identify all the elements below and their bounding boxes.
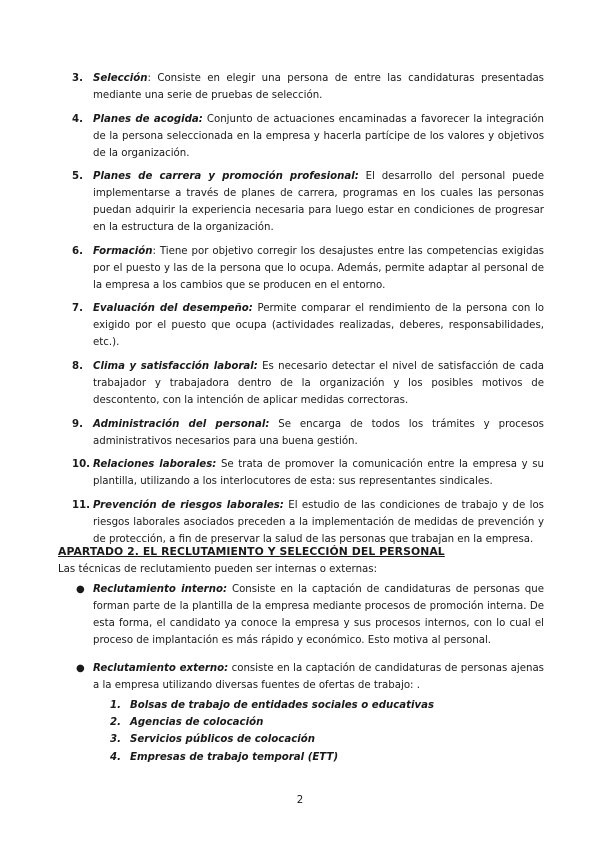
list-item: 4. Planes de acogida: Conjunto de actuaciones encaminadas a favorecer la integración de la persona seleccionada en la empresa y hacerla partícipe de los valores y objetivos de la organización. — [72, 113, 544, 159]
item-text: Consiste en elegir una persona de entre las candidaturas presentadas mediante una serie de pruebas de selección. — [93, 73, 544, 101]
item-text: Tiene por objetivo corregir los desajustes entre las competencias exigidas por el puesto y las de la persona que lo ocupa. Además, permite adaptar al personal de la empresa a los cambios que se producen en el entorno. — [93, 245, 544, 291]
list-item: 6. Formación: Tiene por objetivo corregir los desajustes entre las competencias exigidas por el puesto y las de la persona que lo ocupa. Además, permite adaptar al personal de la empresa a los cambios que se producen en el entorno. — [72, 245, 544, 291]
item-term: Planes de acogida: — [93, 113, 203, 125]
section-heading: APARTADO 2. EL RECLUTAMIENTO Y SELECCIÓN DEL PERSONAL — [58, 545, 445, 558]
item-text: Se encarga de todos los trámites y procesos administrativos necesarios para una buena gestión. — [93, 418, 544, 447]
item-term: Reclutamiento externo: — [93, 663, 229, 674]
item-text: consiste en la captación de candidaturas de personas ajenas a la empresa utilizando diversas fuentes de ofertas de trabajo: . — [93, 663, 544, 691]
page-number: 2 — [296, 795, 304, 806]
item-text: Conjunto de actuaciones encaminadas a favorecer la integración de la persona seleccionada en la empresa y hacerla partícipe de los valores y objetivos de la organización. — [93, 113, 544, 159]
list-item: 1. Bolsas de trabajo de entidades sociales o educativas — [110, 700, 435, 711]
list-item: 8. Clima y satisfacción laboral: Es necesario detectar el nivel de satisfacción de cada trabajador y trabajadora dentro de la organización y los posibles motivos de descontento, con la intención de aplicar medidas correctoras. — [72, 361, 544, 406]
item-term: Relaciones laborales: — [93, 459, 217, 471]
item-term: Formación — [93, 245, 153, 257]
list-item: 10. Relaciones laborales: Se trata de promover la comunicación entre la empresa y su plantilla, utilizando a los interlocutores de esta: sus representantes sindicales. — [72, 459, 544, 488]
functions-list — [72, 71, 544, 556]
item-term: Selección — [93, 73, 148, 84]
bullet-item-external — [72, 660, 544, 694]
bullet-icon: ● — [76, 663, 85, 674]
item-term: Prevención de riesgos laborales: — [93, 500, 284, 512]
item-text: El desarrollo del personal puede implementarse a través de planes de carrera, programas en los cuales las personas puedan adquirir la experiencia necesaria para luego estar en condiciones de progresar en la estructura de la organización. — [93, 171, 544, 234]
list-item: 2. Agencias de colocación — [110, 717, 264, 729]
list-item: 3. Selección: Consiste en elegir una persona de entre las candidaturas presentadas mediante una serie de pruebas de selección. — [72, 73, 544, 101]
bullet-item-internal — [72, 581, 544, 649]
item-text: Consiste en la captación de candidaturas de personas que forman parte de la plantilla de la empresa mediante procesos de promoción interna. De esta forma, el candidato ya conoce la empresa y sus procesos internos, con lo cual el proceso de implantación es más rápido y económico. Esto motiva al personal. — [93, 584, 544, 646]
item-text: El estudio de las condiciones de trabajo y de los riesgos laborales asociados preceden a la implementación de medidas de prevención y de protección, a fin de preservar la salud de las personas que trabajan en la empresa. — [93, 500, 544, 545]
item-text: Se trata de promover la comunicación entre la empresa y su plantilla, utilizando a los interlocutores de esta: sus representantes sindicales. — [93, 459, 544, 488]
list-item: 5. Planes de carrera y promoción profesional: El desarrollo del personal puede implementarse a través de planes de carrera, programas en los cuales las personas puedan adquirir la experiencia necesaria para luego estar en condiciones de progresar en la estructura de la organización. — [72, 171, 544, 234]
item-term: Planes de carrera y promoción profesional: — [93, 171, 359, 183]
item-term: Evaluación del desempeño: — [93, 303, 253, 315]
list-item: 11. Prevención de riesgos laborales: El estudio de las condiciones de trabajo y de los riesgos laborales asociados preceden a la implementación de medidas de prevención y de protección, a fin de preservar la salud de las personas que trabajan en la empresa. — [72, 500, 544, 545]
item-term: Clima y satisfacción laboral: — [93, 361, 258, 373]
list-item: 4. Empresas de trabajo temporal (ETT) — [110, 751, 339, 763]
item-text: Permite comparar el rendimiento de la persona con lo exigido por el puesto que ocupa (actividades realizadas, deberes, responsabilidades, etc.). — [93, 303, 545, 349]
bullet-icon: ● — [76, 584, 85, 595]
list-item: 7. Evaluación del desempeño: Permite comparar el rendimiento de la persona con lo exigido por el puesto que ocupa (actividades realizadas, deberes, responsabilidades, etc.). — [72, 303, 545, 349]
section-intro: Las técnicas de reclutamiento pueden ser internas o externas: — [58, 564, 378, 575]
item-term: Administración del personal: — [93, 418, 270, 430]
list-item: 9. Administración del personal: Se encarga de todos los trámites y procesos administrativos necesarios para una buena gestión. — [72, 418, 544, 447]
list-item: 3. Servicios públicos de colocación — [110, 734, 315, 746]
job-sources-list — [110, 697, 434, 766]
recruitment-types-list — [72, 581, 544, 705]
item-term: Reclutamiento interno: — [93, 584, 228, 595]
item-text: Es necesario detectar el nivel de satisfacción de cada trabajador y trabajadora dentro de la organización y los posibles motivos de descontento, con la intención de aplicar medidas correctoras. — [93, 361, 544, 406]
